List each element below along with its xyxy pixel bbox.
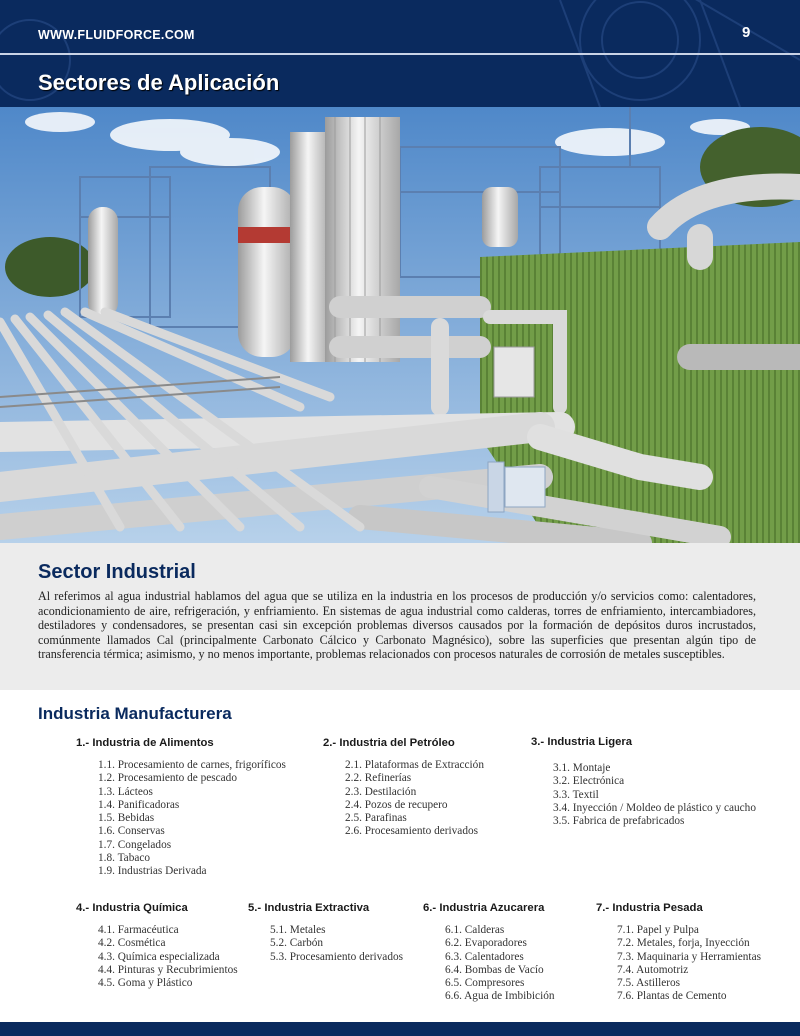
list-item: 3.3. Textil	[553, 788, 599, 801]
list-item: 2.6. Procesamiento derivados	[345, 825, 479, 838]
list-item: 4.4. Pinturas y Recubrimientos	[98, 963, 238, 976]
category-ligera	[531, 736, 756, 828]
list-item: 4.2. Cosmética	[98, 937, 166, 950]
page-header	[0, 0, 800, 107]
list-item: 6.5. Compresores	[445, 977, 525, 990]
list-item: 7.5. Astilleros	[617, 977, 681, 990]
category-petroleo	[323, 737, 484, 838]
category-title: 4.- Industria Química	[76, 902, 188, 914]
sector-industrial-section	[0, 543, 800, 690]
category-quimica	[76, 902, 238, 990]
industrial-plant-photo	[0, 107, 800, 543]
list-item: 4.3. Química especializada	[98, 950, 220, 963]
list-item: 1.3. Lácteos	[98, 785, 153, 798]
list-item: 6.6. Agua de Imbibición	[445, 990, 555, 1003]
list-item: 7.2. Metales, forja, Inyección	[617, 937, 750, 950]
industrial-plant-image	[0, 107, 800, 543]
header-divider	[0, 53, 800, 55]
category-list	[270, 924, 403, 964]
category-extractiva	[248, 902, 404, 963]
list-item: 2.5. Parafinas	[345, 812, 407, 825]
list-item: 4.1. Farmacéutica	[98, 924, 179, 936]
category-title: 7.- Industria Pesada	[596, 902, 703, 914]
manufacturera-title: Industria Manufacturera	[38, 704, 232, 723]
list-item: 2.4. Pozos de recupero	[345, 798, 448, 811]
category-title: 5.- Industria Extractiva	[248, 902, 370, 914]
list-item: 3.5. Fabrica de prefabricados	[553, 815, 685, 828]
category-list	[553, 762, 756, 828]
section-heading: Sector Industrial	[38, 561, 196, 583]
category-alimentos	[76, 737, 286, 878]
category-list	[445, 924, 555, 1004]
list-item: 4.5. Goma y Plástico	[98, 977, 193, 990]
list-item: 7.6. Plantas de Cemento	[617, 990, 727, 1003]
list-item: 1.4. Panificadoras	[98, 798, 180, 811]
list-item: 5.1. Metales	[270, 924, 326, 936]
list-item: 2.2. Refinerías	[345, 772, 412, 785]
list-item: 1.6. Conservas	[98, 825, 165, 838]
list-item: 2.3. Destilación	[345, 785, 417, 798]
category-list	[98, 924, 238, 990]
list-item: 3.1. Montaje	[553, 762, 611, 774]
category-pesada	[596, 902, 761, 1003]
list-item: 1.7. Congelados	[98, 838, 172, 851]
website-url[interactable]: WWW.FLUIDFORCE.COM	[38, 28, 195, 42]
category-list	[617, 924, 761, 1004]
list-item: 1.5. Bebidas	[98, 812, 155, 825]
list-item: 5.2. Carbón	[270, 937, 324, 950]
category-title: 6.- Industria Azucarera	[423, 902, 545, 914]
list-item: 6.4. Bombas de Vacío	[445, 963, 544, 976]
list-item: 3.4. Inyección / Moldeo de plástico y caucho	[553, 801, 756, 814]
page-footer-bar	[0, 1022, 800, 1036]
page-title: Sectores de Aplicación	[38, 70, 280, 95]
list-item: 1.2. Procesamiento de pescado	[98, 772, 237, 785]
category-title: 1.- Industria de Alimentos	[76, 737, 214, 749]
list-item: 1.1. Procesamiento de carnes, frigoríficos	[98, 759, 286, 771]
category-list	[345, 759, 484, 839]
list-item: 7.4. Automotriz	[617, 963, 689, 976]
category-title: 2.- Industria del Petróleo	[323, 737, 455, 749]
list-item: 5.3. Procesamiento derivados	[270, 950, 404, 963]
list-item: 6.1. Calderas	[445, 924, 505, 936]
list-item: 6.2. Evaporadores	[445, 937, 527, 950]
list-item: 1.8. Tabaco	[98, 852, 151, 865]
list-item: 2.1. Plataformas de Extracción	[345, 759, 484, 771]
category-list	[98, 759, 286, 879]
page-number: 9	[742, 24, 751, 41]
list-item: 6.3. Calentadores	[445, 950, 524, 963]
list-item: 3.2. Electrónica	[553, 775, 625, 788]
list-item: 1.9. Industrias Derivada	[98, 865, 207, 878]
category-azucarera	[423, 902, 555, 1003]
category-title: 3.- Industria Ligera	[531, 736, 633, 748]
list-item: 7.3. Maquinaria y Herramientas	[617, 950, 761, 963]
section-body: Al referimos al agua industrial hablamos del agua que se utiliza en la industria en los procesos de producción y/o servicios como: calentadores, acondicionamiento de aire, refrigeración, y enfriamiento. En sistemas de agua industrial como calderas, torres de enfriamiento, intercambiadores, destiladores y condensadores, se presentan casi sin excepción problemas diversos causados por la formación de depósitos duros incrustados, comúnmente llamados Cal (principalmente Carbonato Cálcico y Carbonato Magnésico), sobre las superficies que presentan algún tipo de transferencia térmica; asimismo, y no menos importante, problemas relacionados con procesos naturales de corrosión de metales susceptibles.	[38, 589, 756, 661]
list-item: 7.1. Papel y Pulpa	[617, 924, 699, 936]
